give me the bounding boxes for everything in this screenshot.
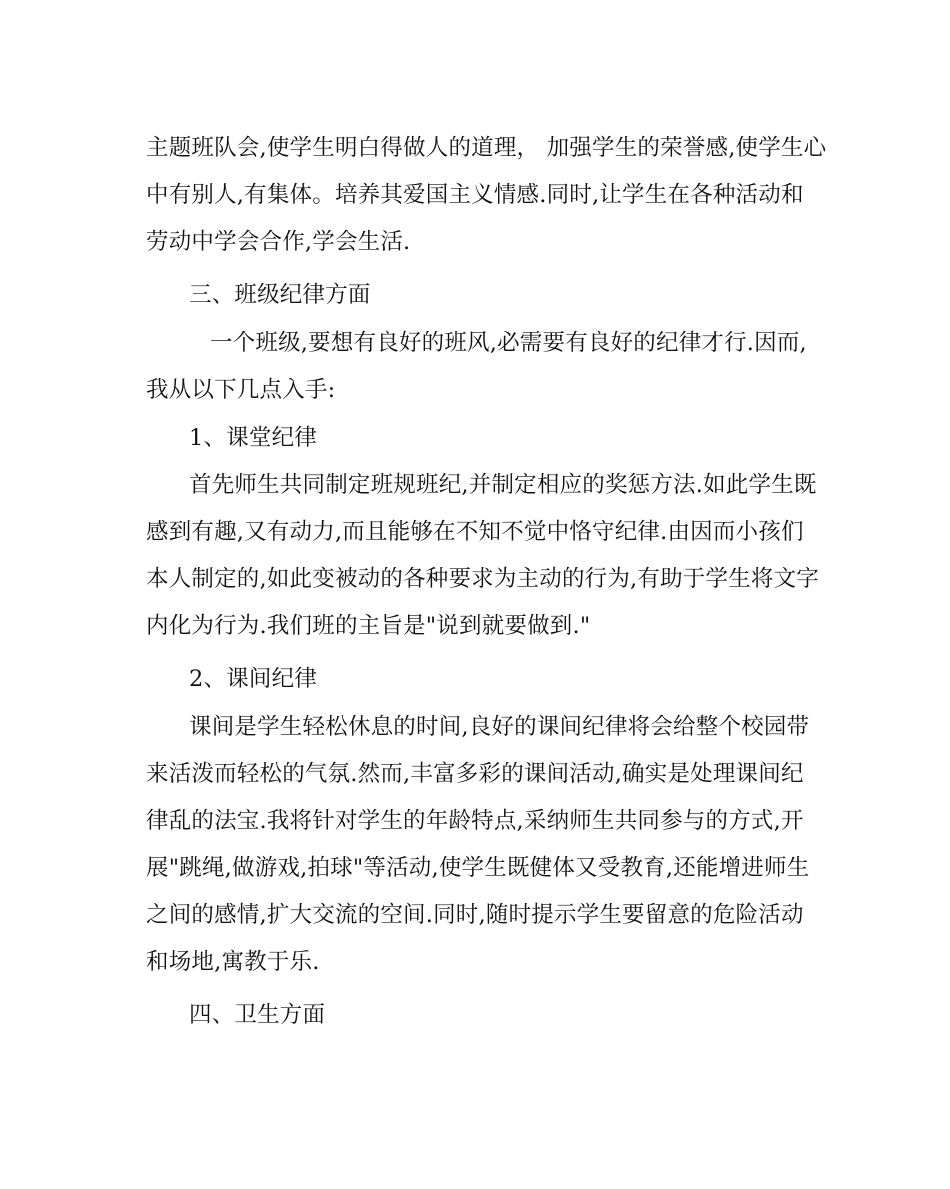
paragraph-line: 内化为行为.我们班的主旨是"说到就要做到." — [146, 613, 591, 639]
section-heading: 三、班级纪律方面 — [189, 282, 371, 308]
paragraph-line: 感到有趣,又有动力,而且能够在不知不觉中恪守纪律.由因而小孩们 — [146, 519, 804, 545]
paragraph-line: 主题班队会,使学生明白得做人的道理， 加强学生的荣誉感,使学生心 — [146, 135, 827, 161]
subsection-heading: 2、课间纪律 — [189, 666, 318, 692]
paragraph-line: 和场地,寓教于乐. — [146, 949, 320, 975]
paragraph-line: 一个班级,要想有良好的班风,必需要有良好的纪律才行.因而, — [210, 330, 807, 356]
paragraph-line: 首先师生共同制定班规班纪,并制定相应的奖惩方法.如此学生既 — [189, 472, 817, 498]
paragraph-line: 劳动中学会合作,学会生活. — [146, 229, 411, 255]
paragraph-line: 中有别人,有集体。培养其爱国主义情感.同时,让学生在各种活动和 — [146, 182, 804, 208]
paragraph-line: 来活泼而轻松的气氛.然而,丰富多彩的课间活动,确实是处理课间纪 — [146, 761, 804, 787]
section-heading: 四、卫生方面 — [189, 1002, 326, 1028]
paragraph-line: 展"跳绳,做游戏,拍球"等活动,使学生既健体又受教育,还能增进师生 — [146, 855, 810, 881]
paragraph-line: 课间是学生轻松休息的时间,良好的课间纪律将会给整个校园带 — [189, 714, 810, 740]
paragraph-line: 之间的感情,扩大交流的空间.同时,随时提示学生要留意的危险活动 — [146, 902, 804, 928]
paragraph-line: 本人制定的,如此变被动的各种要求为主动的行为,有助于学生将文字 — [146, 566, 820, 592]
subsection-heading: 1、课堂纪律 — [189, 425, 318, 451]
paragraph-line: 律乱的法宝.我将针对学生的年龄特点,采纳师生共同参与的方式,开 — [146, 808, 804, 834]
paragraph-line: 我从以下几点入手: — [146, 377, 336, 403]
